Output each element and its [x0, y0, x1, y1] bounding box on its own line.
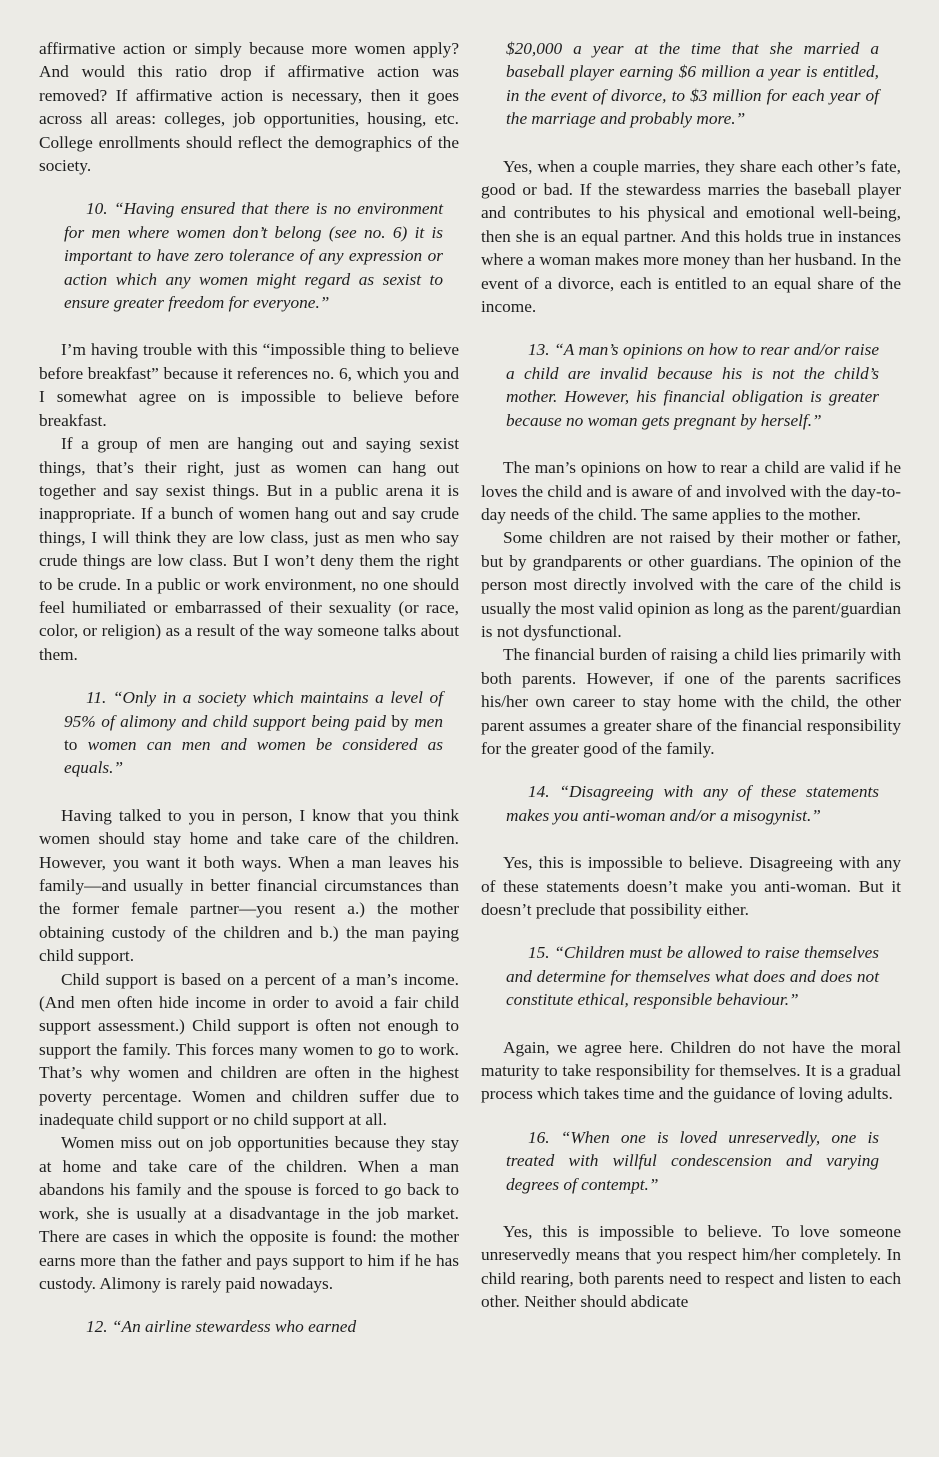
- body-paragraph: Again, we agree here. Children do not have the moral maturity to take responsibility for themselves. It is a gradual process which takes time and the guidance of loving adults.: [481, 1037, 901, 1104]
- body-paragraph: Yes, this is impossible to believe. Disagreeing with any of these statements doesn’t make you anti-woman. But it doesn’t preclude that possibility either.: [481, 853, 901, 919]
- quoted-statement-13: 13. “A man’s opinions on how to rear and/or raise a child are invalid because his is not the child’s mother. However, his financial obligation is greater because no woman gets pregnant by herself.”: [506, 340, 879, 430]
- quoted-statement-12-end: $20,000 a year at the time that she married a baseball player earning $6 million a year is entitled, in the event of divorce, to $3 million for each year of the marriage and probably more.”: [506, 39, 879, 129]
- body-paragraph: If a group of men are hanging out and saying sexist things, that’s their right, just as women can hang out together and say sexist things. But in a public arena it is inappropriate. If a bunch of women hang out and say crude things, I will think they are low class, just as men who say crude things are low class. But I won’t deny them the right to be crude. In a public or work environment, no one should feel humiliated or embarrassed of their sexuality (or race, color, or religion) as a result of the way someone talks about them.: [39, 434, 459, 664]
- quoted-statement-10: 10. “Having ensured that there is no environment for men where women don’t belong (see no. 6) it is important to have zero tolerance of any expression or action which any women might regard as sexist to ensure greater freedom for everyone.”: [64, 199, 443, 313]
- right-column: [481, 37, 901, 1314]
- quoted-statement-14: 14. “Disagreeing with any of these statements makes you anti-woman and/or a misogynist.”: [506, 782, 879, 825]
- body-paragraph: I’m having trouble with this “impossible thing to believe before breakfast” because it references no. 6, which you and I somewhat agree on is impossible to believe before breakfast.: [39, 340, 459, 430]
- quote-11-part: men: [414, 711, 443, 731]
- body-paragraph: Having talked to you in person, I know that you think women should stay home and take care of the children. However, you want it both ways. When a man leaves his family—and usually in better financial circumstances than the former female partner—you resent a.) the mother obtaining custody of the children and b.) the man paying child support.: [39, 805, 459, 966]
- quote-11-part: 11. “Only in a society which maintains a level of 95% of alimony and child support being paid: [64, 688, 443, 731]
- body-paragraph: Child support is based on a percent of a man’s income. (And men often hide income in order to avoid a fair child support assessment.) Child support is often not enough to support the family. This forces many women to go to work. That’s why women and children are often in the highest poverty percentage. Women and children suffer due to inadequate child support or no child support at all.: [39, 969, 459, 1130]
- quote-11-part: women can men and women be considered as equals.”: [64, 734, 443, 778]
- quoted-statement-15: 15. “Children must be allowed to raise themselves and determine for themselves what does and does not constitute ethical, responsible behaviour.”: [506, 943, 879, 1010]
- quote-11-part: to: [64, 734, 78, 754]
- body-paragraph: Some children are not raised by their mother or father, but by grandparents or other guardians. The opinion of the person most directly involved with the care of the child is usually the most valid opinion as long as the parent/guardian is not dysfunctional.: [481, 528, 901, 641]
- body-paragraph: The financial burden of raising a child lies primarily with both parents. However, if one of the parents sacrifices his/her own career to stay home with the child, the other parent assumes a greater share of the financial responsibility for the greater good of the family.: [481, 645, 901, 758]
- quote-11-part: by: [391, 711, 409, 731]
- left-column: [39, 37, 459, 1339]
- body-paragraph: Yes, this is impossible to believe. To love someone unreservedly means that you respect him/her completely. In child rearing, both parents need to respect and listen to each other. Neither should abdicate: [481, 1222, 901, 1312]
- quoted-statement-11: [64, 686, 443, 780]
- quoted-statement-16: 16. “When one is loved unreservedly, one is treated with willful condescension and varying degrees of contempt.”: [506, 1127, 879, 1194]
- quoted-statement-12-start: 12. “An airline stewardess who earned: [86, 1317, 357, 1337]
- body-paragraph: Yes, when a couple marries, they share each other’s fate, good or bad. If the stewardess marries the baseball player and contributes to his physical and emotional well-being, then she is an equal partner. And this holds true in instances where a woman makes more money than her husband. In the event of a divorce, each is entitled to an equal share of the income.: [481, 156, 901, 317]
- body-paragraph: The man’s opinions on how to rear a child are valid if he loves the child and is aware of and involved with the day-to-day needs of the child. The same applies to the mother.: [481, 458, 901, 524]
- body-paragraph: affirmative action or simply because more women apply? And would this ratio drop if affirmative action was removed? If affirmative action is necessary, then it goes across all areas: colleges, job opportunities, housing, etc. College enrollments should reflect the demographics of the society.: [39, 39, 459, 176]
- body-paragraph: Women miss out on job opportunities because they stay at home and take care of the children. When a man abandons his family and the spouse is forced to go back to work, she is usually at a disadvantage in the job market. There are cases in which the opposite is found: the mother earns more than the father and pays support to him if he has custody. Alimony is rarely paid nowadays.: [39, 1133, 459, 1293]
